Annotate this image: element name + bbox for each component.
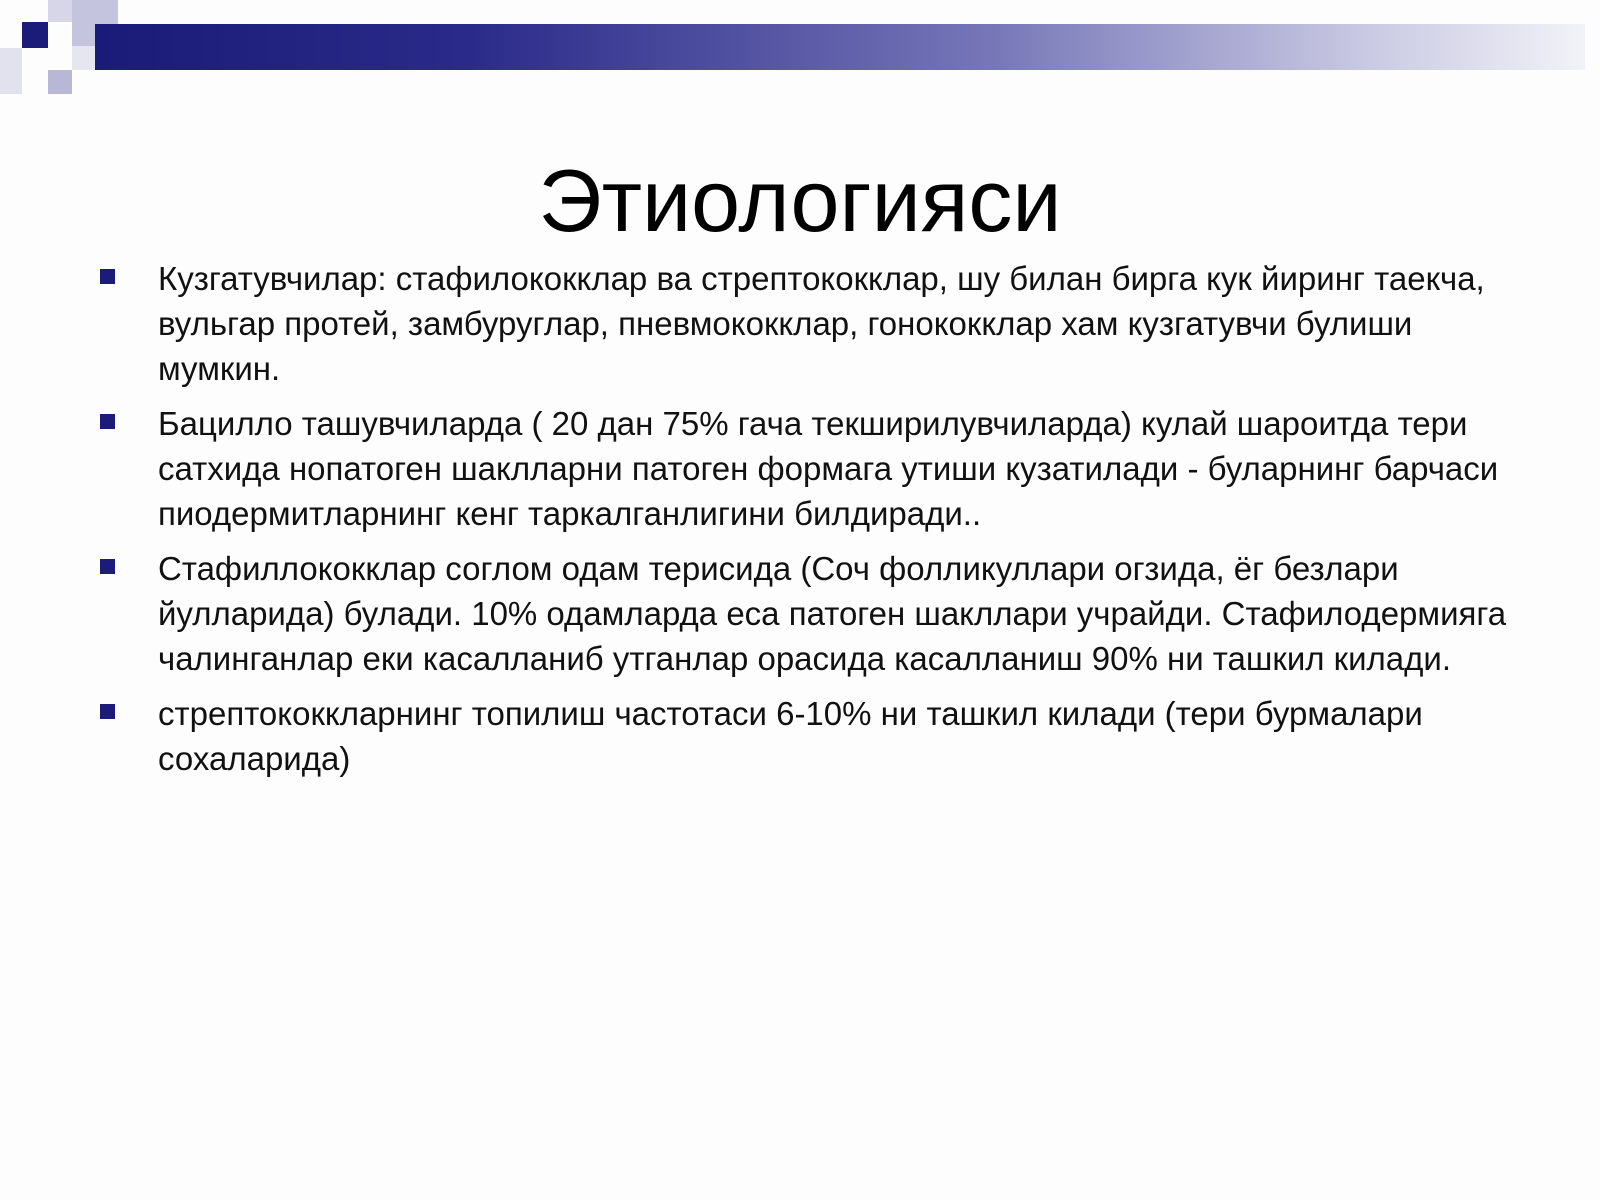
square-bullet-icon: [100, 559, 115, 574]
square-bullet-icon: [100, 704, 115, 719]
bullet-item: [98, 691, 1518, 781]
decor-square: [48, 70, 72, 94]
header-gradient-band: [95, 24, 1585, 70]
bullet-list: [98, 256, 1518, 791]
bullet-text: Кузгатувчилар: стафилококклар ва стрептококклар, шу билан бирга кук йиринг таекча, вульгар протей, замбуруглар, пневмококклар, гонококклар хам кузгатувчи булиши мумкин.: [158, 260, 1485, 387]
bullet-item: [98, 546, 1518, 681]
bullet-text: Стафиллококклар соглом одам терисида (Соч фолликуллари огзида, ёг безлари йулларида) булади. 10% одамларда еса патоген шакллари учрайди. Стафилодермияга чалинганлар еки касалланиб утганлар орасида касалланиш 90% ни ташкил килади.: [158, 550, 1507, 677]
decor-square: [72, 46, 95, 70]
decor-square: [48, 0, 72, 22]
bullet-item: [98, 401, 1518, 536]
decor-square: [22, 22, 48, 48]
bullet-item: [98, 256, 1518, 391]
slide-title: Этиологияси: [538, 151, 1062, 250]
decor-square: [0, 48, 22, 94]
square-bullet-icon: [100, 414, 115, 429]
bullet-text: стрептококкларнинг топилиш частотаси 6-10% ни ташкил килади (тери бурмалари сохаларида): [158, 695, 1423, 777]
square-bullet-icon: [100, 269, 115, 284]
bullet-text: Бацилло ташувчиларда ( 20 дан 75% гача текширилувчиларда) кулай шароитда тери сатхида нопатоген шаклларни патоген формага утиши кузатилади - буларнинг барчаси пиодермитларнинг кенг таркалганлигини билдиради..: [158, 405, 1499, 532]
